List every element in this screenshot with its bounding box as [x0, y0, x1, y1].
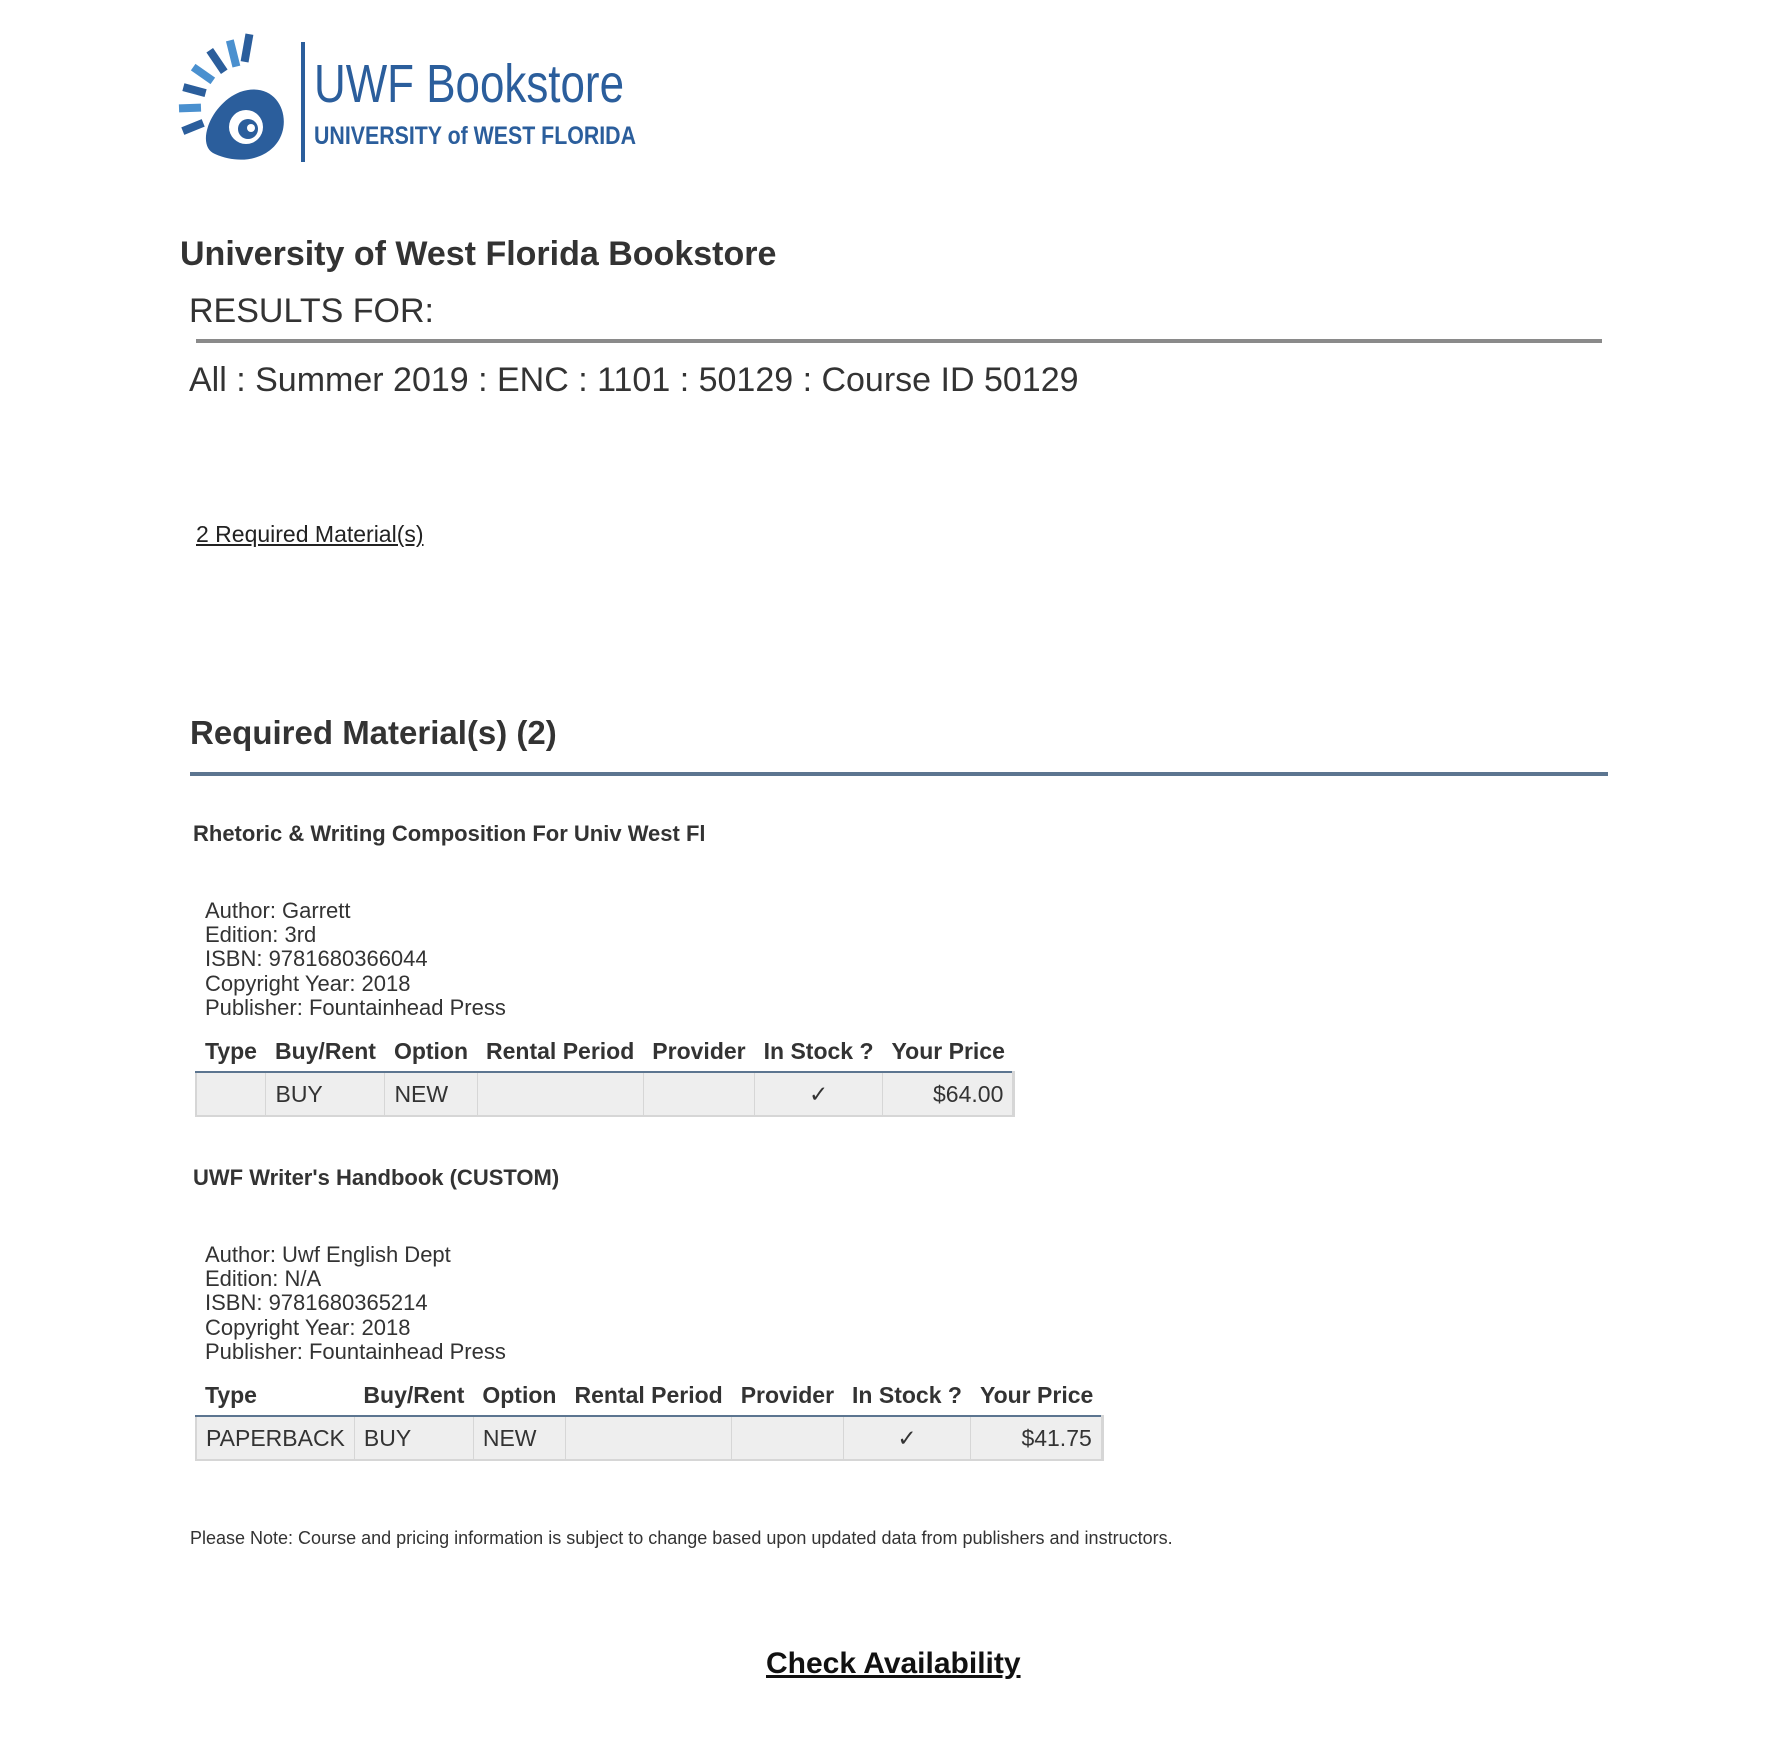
- book-title: UWF Writer's Handbook (CUSTOM): [193, 1165, 560, 1190]
- pricing-disclaimer: Please Note: Course and pricing information is subject to change based upon updated data from publishers and instructors.: [190, 1528, 1173, 1548]
- column-header-type: Type: [196, 1375, 354, 1416]
- pricing-table: [195, 1031, 1015, 1117]
- book-isbn: ISBN: 9781680365214: [205, 1290, 428, 1316]
- column-header-rental-period: Rental Period: [477, 1031, 643, 1072]
- section-divider: [190, 772, 1608, 776]
- table-row[interactable]: [196, 1416, 1102, 1460]
- book-edition: Edition: N/A: [205, 1266, 322, 1292]
- in-stock-check-icon: ✓: [755, 1072, 883, 1116]
- column-header-buy-rent: Buy/Rent: [266, 1031, 385, 1072]
- table-header-row: [196, 1031, 1014, 1072]
- column-header-price: Your Price: [971, 1375, 1102, 1416]
- book-details: [205, 899, 506, 1020]
- column-header-in-stock: In Stock ?: [755, 1031, 883, 1072]
- book-author: Author: Uwf English Dept: [205, 1242, 451, 1267]
- cell-price: $41.75: [971, 1416, 1102, 1460]
- cell-option: NEW: [385, 1072, 477, 1116]
- cell-rental-period: [565, 1416, 731, 1460]
- book-isbn: ISBN: 9781680366044: [205, 946, 428, 972]
- column-header-price: Your Price: [883, 1031, 1014, 1072]
- logo-divider: [301, 42, 305, 162]
- column-header-in-stock: In Stock ?: [843, 1375, 971, 1416]
- book-publisher: Publisher: Fountainhead Press: [205, 994, 506, 1020]
- table-header-row: [196, 1375, 1102, 1416]
- cell-type: PAPERBACK: [196, 1416, 354, 1460]
- book-publisher: Publisher: Fountainhead Press: [205, 1338, 506, 1364]
- in-stock-check-icon: ✓: [843, 1416, 971, 1460]
- book-author: Author: Garrett: [205, 898, 351, 923]
- cell-price: $64.00: [883, 1072, 1014, 1116]
- cell-provider: [732, 1416, 843, 1460]
- check-availability-link[interactable]: Check Availability: [766, 1647, 1021, 1680]
- book-details: [205, 1243, 506, 1364]
- logo-subtitle: UNIVERSITY of WEST FLORIDA: [314, 122, 636, 150]
- book-copyright: Copyright Year: 2018: [205, 970, 411, 996]
- column-header-type: Type: [196, 1031, 266, 1072]
- cell-option: NEW: [473, 1416, 565, 1460]
- logo-wordmark: UWF Bookstore: [314, 54, 624, 114]
- cell-buy-rent: BUY: [354, 1416, 473, 1460]
- cell-provider: [643, 1072, 754, 1116]
- column-header-provider: Provider: [732, 1375, 843, 1416]
- pricing-table: [195, 1375, 1104, 1461]
- table-row[interactable]: [196, 1072, 1014, 1116]
- divider: [196, 339, 1602, 343]
- shell-icon: [179, 34, 284, 160]
- page-title: University of West Florida Bookstore: [180, 235, 777, 273]
- column-header-provider: Provider: [643, 1031, 754, 1072]
- column-header-rental-period: Rental Period: [565, 1375, 731, 1416]
- book-copyright: Copyright Year: 2018: [205, 1314, 411, 1340]
- results-label: RESULTS FOR:: [189, 292, 434, 330]
- cell-type: [196, 1072, 266, 1116]
- uwf-bookstore-logo: [180, 34, 650, 170]
- results-course: All : Summer 2019 : ENC : 1101 : 50129 : Course ID 50129: [189, 361, 1079, 399]
- section-heading: Required Material(s) (2): [190, 714, 557, 751]
- book-edition: Edition: 3rd: [205, 922, 317, 948]
- required-materials-link[interactable]: 2 Required Material(s): [196, 521, 424, 547]
- cell-buy-rent: BUY: [266, 1072, 385, 1116]
- column-header-buy-rent: Buy/Rent: [354, 1375, 473, 1416]
- column-header-option: Option: [473, 1375, 565, 1416]
- column-header-option: Option: [385, 1031, 477, 1072]
- cell-rental-period: [477, 1072, 643, 1116]
- book-title: Rhetoric & Writing Composition For Univ West Fl: [193, 821, 706, 846]
